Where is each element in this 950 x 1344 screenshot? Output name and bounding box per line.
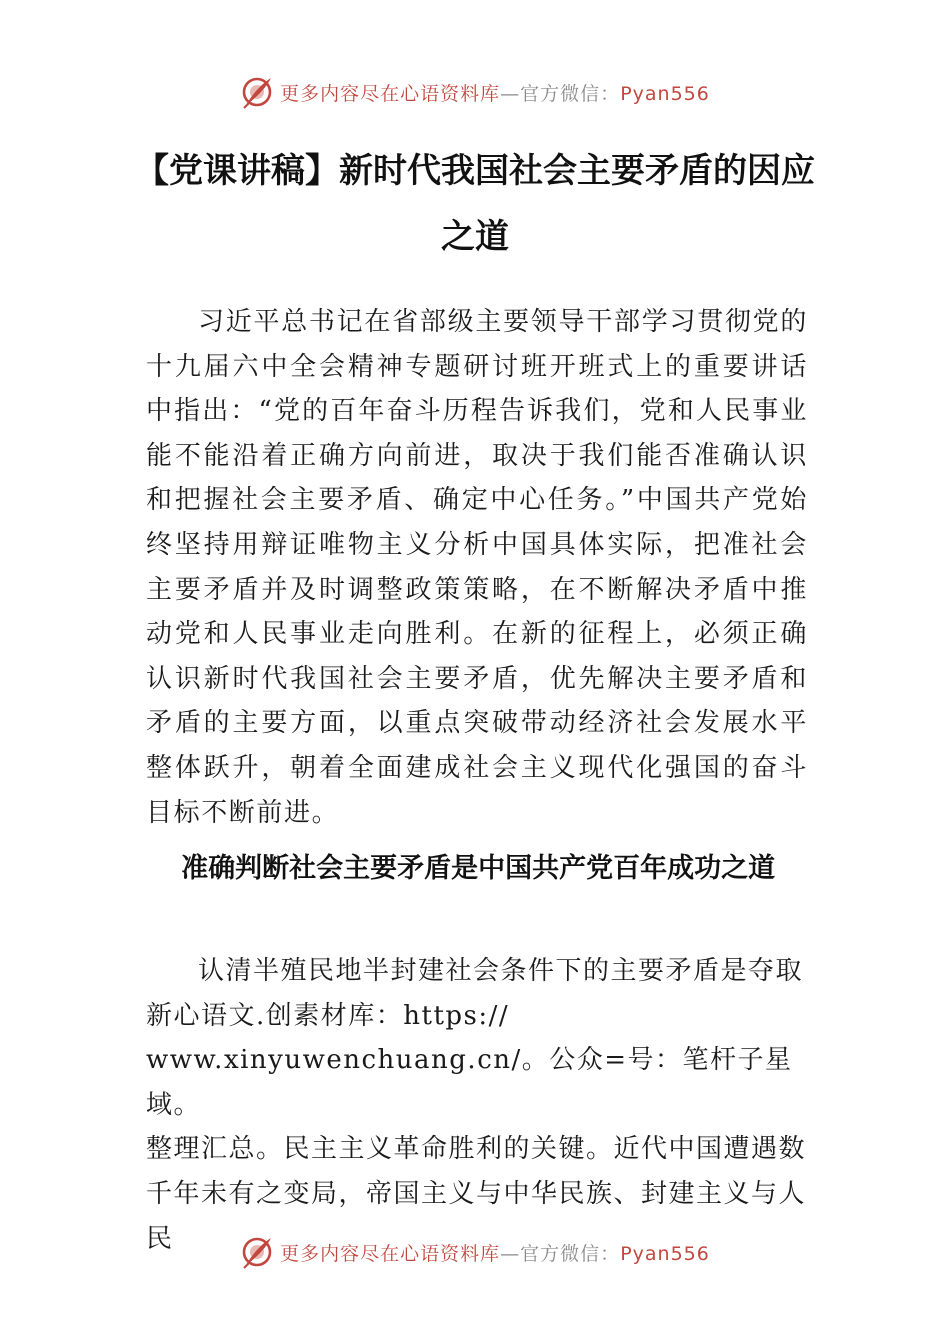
paragraph-2-end: 整理汇总。民主主义革命胜利的关键。近代中国遭遇数千年未有之变局，帝国主义与中华民族、封建主义与人民: [146, 1134, 807, 1254]
paragraph-2-url: www.xinyuwenchuang.cn/。公众=号：笔杆子星域。: [146, 1045, 793, 1120]
footer-library-text: 更多内容尽在心语资料库: [280, 1242, 501, 1265]
header-dash: —: [500, 82, 521, 105]
footer-wechat-id: Pyan556: [620, 1242, 710, 1265]
quill-logo-icon: [240, 1235, 274, 1269]
body-paragraph-2: [146, 949, 808, 1261]
section-heading: 准确判断社会主要矛盾是中国共产党百年成功之道: [181, 853, 776, 884]
footer-text: [280, 1239, 710, 1266]
header-text: [280, 79, 710, 106]
footer-dash: —: [500, 1242, 521, 1265]
footer-banner: [0, 1232, 950, 1272]
header-wechat-id: Pyan556: [620, 82, 710, 105]
header-library-text: 更多内容尽在心语资料库: [280, 82, 501, 105]
header-banner: [0, 72, 950, 112]
header-wechat-label: 官方微信：: [520, 82, 621, 105]
document-title: 【党课讲稿】新时代我国社会主要矛盾的因应之道: [135, 151, 815, 257]
footer-wechat-label: 官方微信：: [520, 1242, 621, 1265]
paragraph-2-start: 认清半殖民地半封建社会条件下的主要矛盾是夺取新心语文.创素材库：https://: [146, 956, 804, 1031]
body-paragraph-1: 习近平总书记在省部级主要领导干部学习贯彻党的十九届六中全会精神专题研讨班开班式上的重要讲话中指出：“党的百年奋斗历程告诉我们，党和人民事业能不能沿着正确方向前进，取决于我们能否准确认识和把握社会主要矛盾、确定中心任务。”中国共产党始终坚持用辩证唯物主义分析中国具体实际，把准社会主要矛盾并及时调整政策策略，在不断解决矛盾中推动党和人民事业走向胜利。在新的征程上，必须正确认识新时代我国社会主要矛盾，优先解决主要矛盾和矛盾的主要方面，以重点突破带动经济社会发展水平整体跃升，朝着全面建成社会主义现代化强国的奋斗目标不断前进。: [146, 307, 808, 828]
quill-logo-icon: [240, 75, 274, 109]
